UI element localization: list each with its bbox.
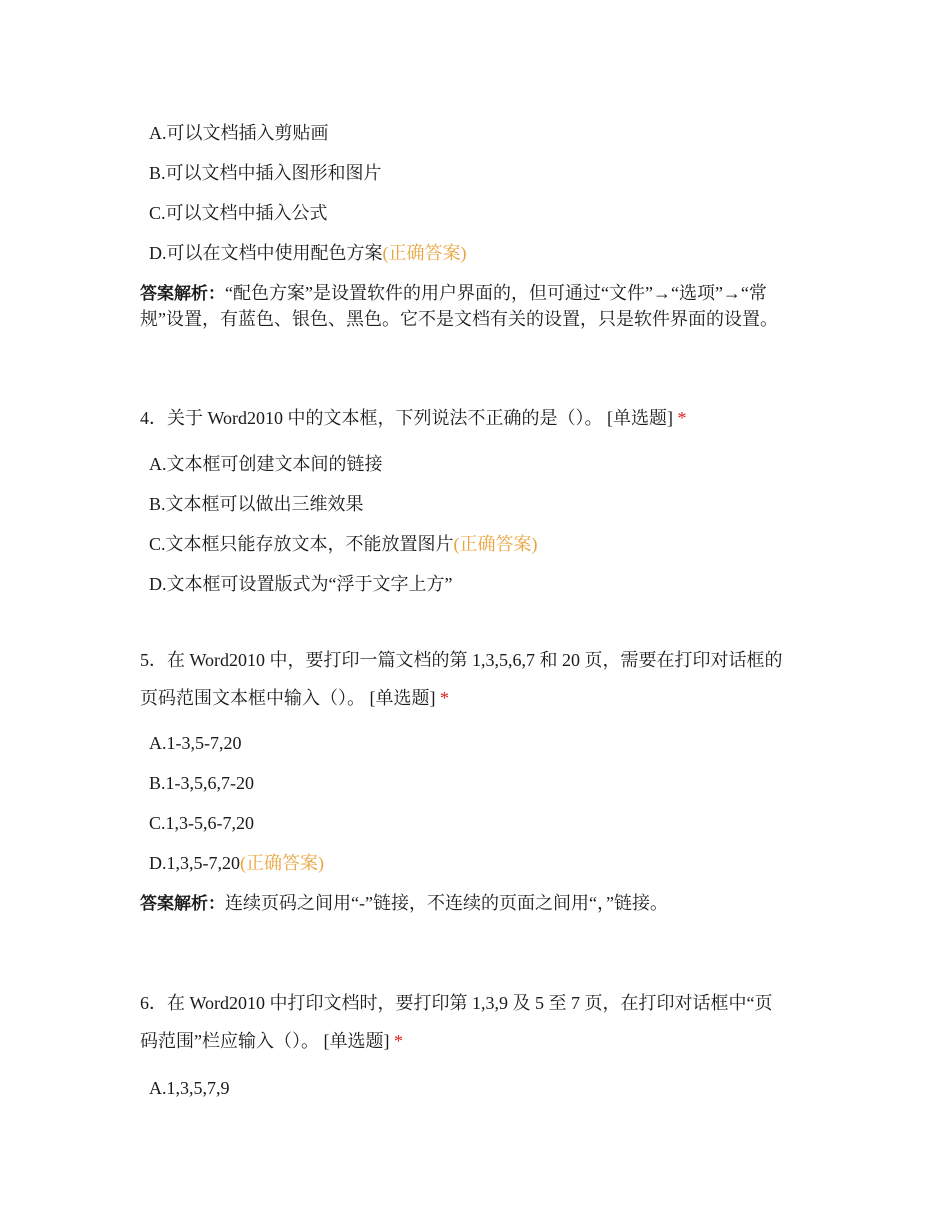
question-text: 页码范围文本框中输入（）。 [单选题] xyxy=(140,688,436,708)
option-text: A.文本框可创建文本间的链接 xyxy=(149,454,383,474)
question-text: 4．关于 Word2010 中的文本框，下列说法不正确的是（）。 [单选题] xyxy=(140,408,674,428)
q6-stem-line-1 xyxy=(140,991,773,1015)
option-text: D.1,3,5-7,20 xyxy=(149,853,240,873)
explanation-text: “配色方案”是设置软件的用户界面的，但可通过“文件”→“选项”→“常 xyxy=(225,283,767,303)
q5-option-c xyxy=(149,811,254,835)
required-marker: * xyxy=(440,688,449,708)
correct-answer-mark: (正确答案) xyxy=(382,243,467,263)
required-marker: * xyxy=(393,1031,403,1051)
q4-option-d xyxy=(149,572,452,596)
question-text: 码范围”栏应输入（）。 [单选题] xyxy=(140,1031,390,1051)
q3-explanation-line-1 xyxy=(140,281,767,306)
q4-option-c xyxy=(149,532,538,556)
option-text: A.1,3,5,7,9 xyxy=(149,1078,230,1098)
q3-explanation-line-2 xyxy=(140,307,778,331)
q5-option-b xyxy=(149,771,254,795)
explanation-text: 连续页码之间用“-”链接，不连续的页面之间用“，”链接。 xyxy=(225,893,668,913)
option-text: D.可以在文档中使用配色方案 xyxy=(149,243,383,263)
option-text: A.可以文档插入剪贴画 xyxy=(149,123,329,143)
option-text: C.1,3-5,6-7,20 xyxy=(149,813,254,833)
q6-stem-line-2 xyxy=(140,1029,403,1053)
option-text: C.可以文档中插入公式 xyxy=(149,203,328,223)
option-text: B.可以文档中插入图形和图片 xyxy=(149,163,382,183)
q3-option-a xyxy=(149,121,329,145)
q4-option-a xyxy=(149,452,383,476)
correct-answer-mark: (正确答案) xyxy=(240,853,324,873)
explanation-label: 答案解析： xyxy=(140,284,225,304)
q6-option-a xyxy=(149,1076,230,1100)
correct-answer-mark: (正确答案) xyxy=(453,534,538,554)
q5-explanation xyxy=(140,891,668,916)
explanation-label: 答案解析： xyxy=(140,894,225,914)
q3-option-d xyxy=(149,241,467,265)
q5-option-a xyxy=(149,731,242,755)
option-text: B.1-3,5,6,7-20 xyxy=(149,773,254,793)
required-marker: * xyxy=(677,408,687,428)
option-text: B.文本框可以做出三维效果 xyxy=(149,494,364,514)
explanation-text: 规”设置，有蓝色、银色、黑色。它不是文档有关的设置，只是软件界面的设置。 xyxy=(140,309,778,329)
q3-option-b xyxy=(149,161,382,185)
option-text: A.1-3,5-7,20 xyxy=(149,733,242,753)
option-text: C.文本框只能存放文本，不能放置图片 xyxy=(149,534,454,554)
q5-stem-line-2 xyxy=(140,686,449,710)
q4-stem xyxy=(140,406,687,430)
question-text: 6．在 Word2010 中打印文档时，要打印第 1,3,9 及 5 至 7 页，在打印对话框中“页 xyxy=(140,993,773,1013)
q4-option-b xyxy=(149,492,364,516)
option-text: D.文本框可设置版式为“浮于文字上方” xyxy=(149,574,453,594)
q3-option-c xyxy=(149,201,328,225)
q5-option-d xyxy=(149,851,324,875)
q5-stem-line-1 xyxy=(140,648,783,672)
question-text: 5．在 Word2010 中，要打印一篇文档的第 1,3,5,6,7 和 20 页，需要在打印对话框的 xyxy=(140,650,783,670)
